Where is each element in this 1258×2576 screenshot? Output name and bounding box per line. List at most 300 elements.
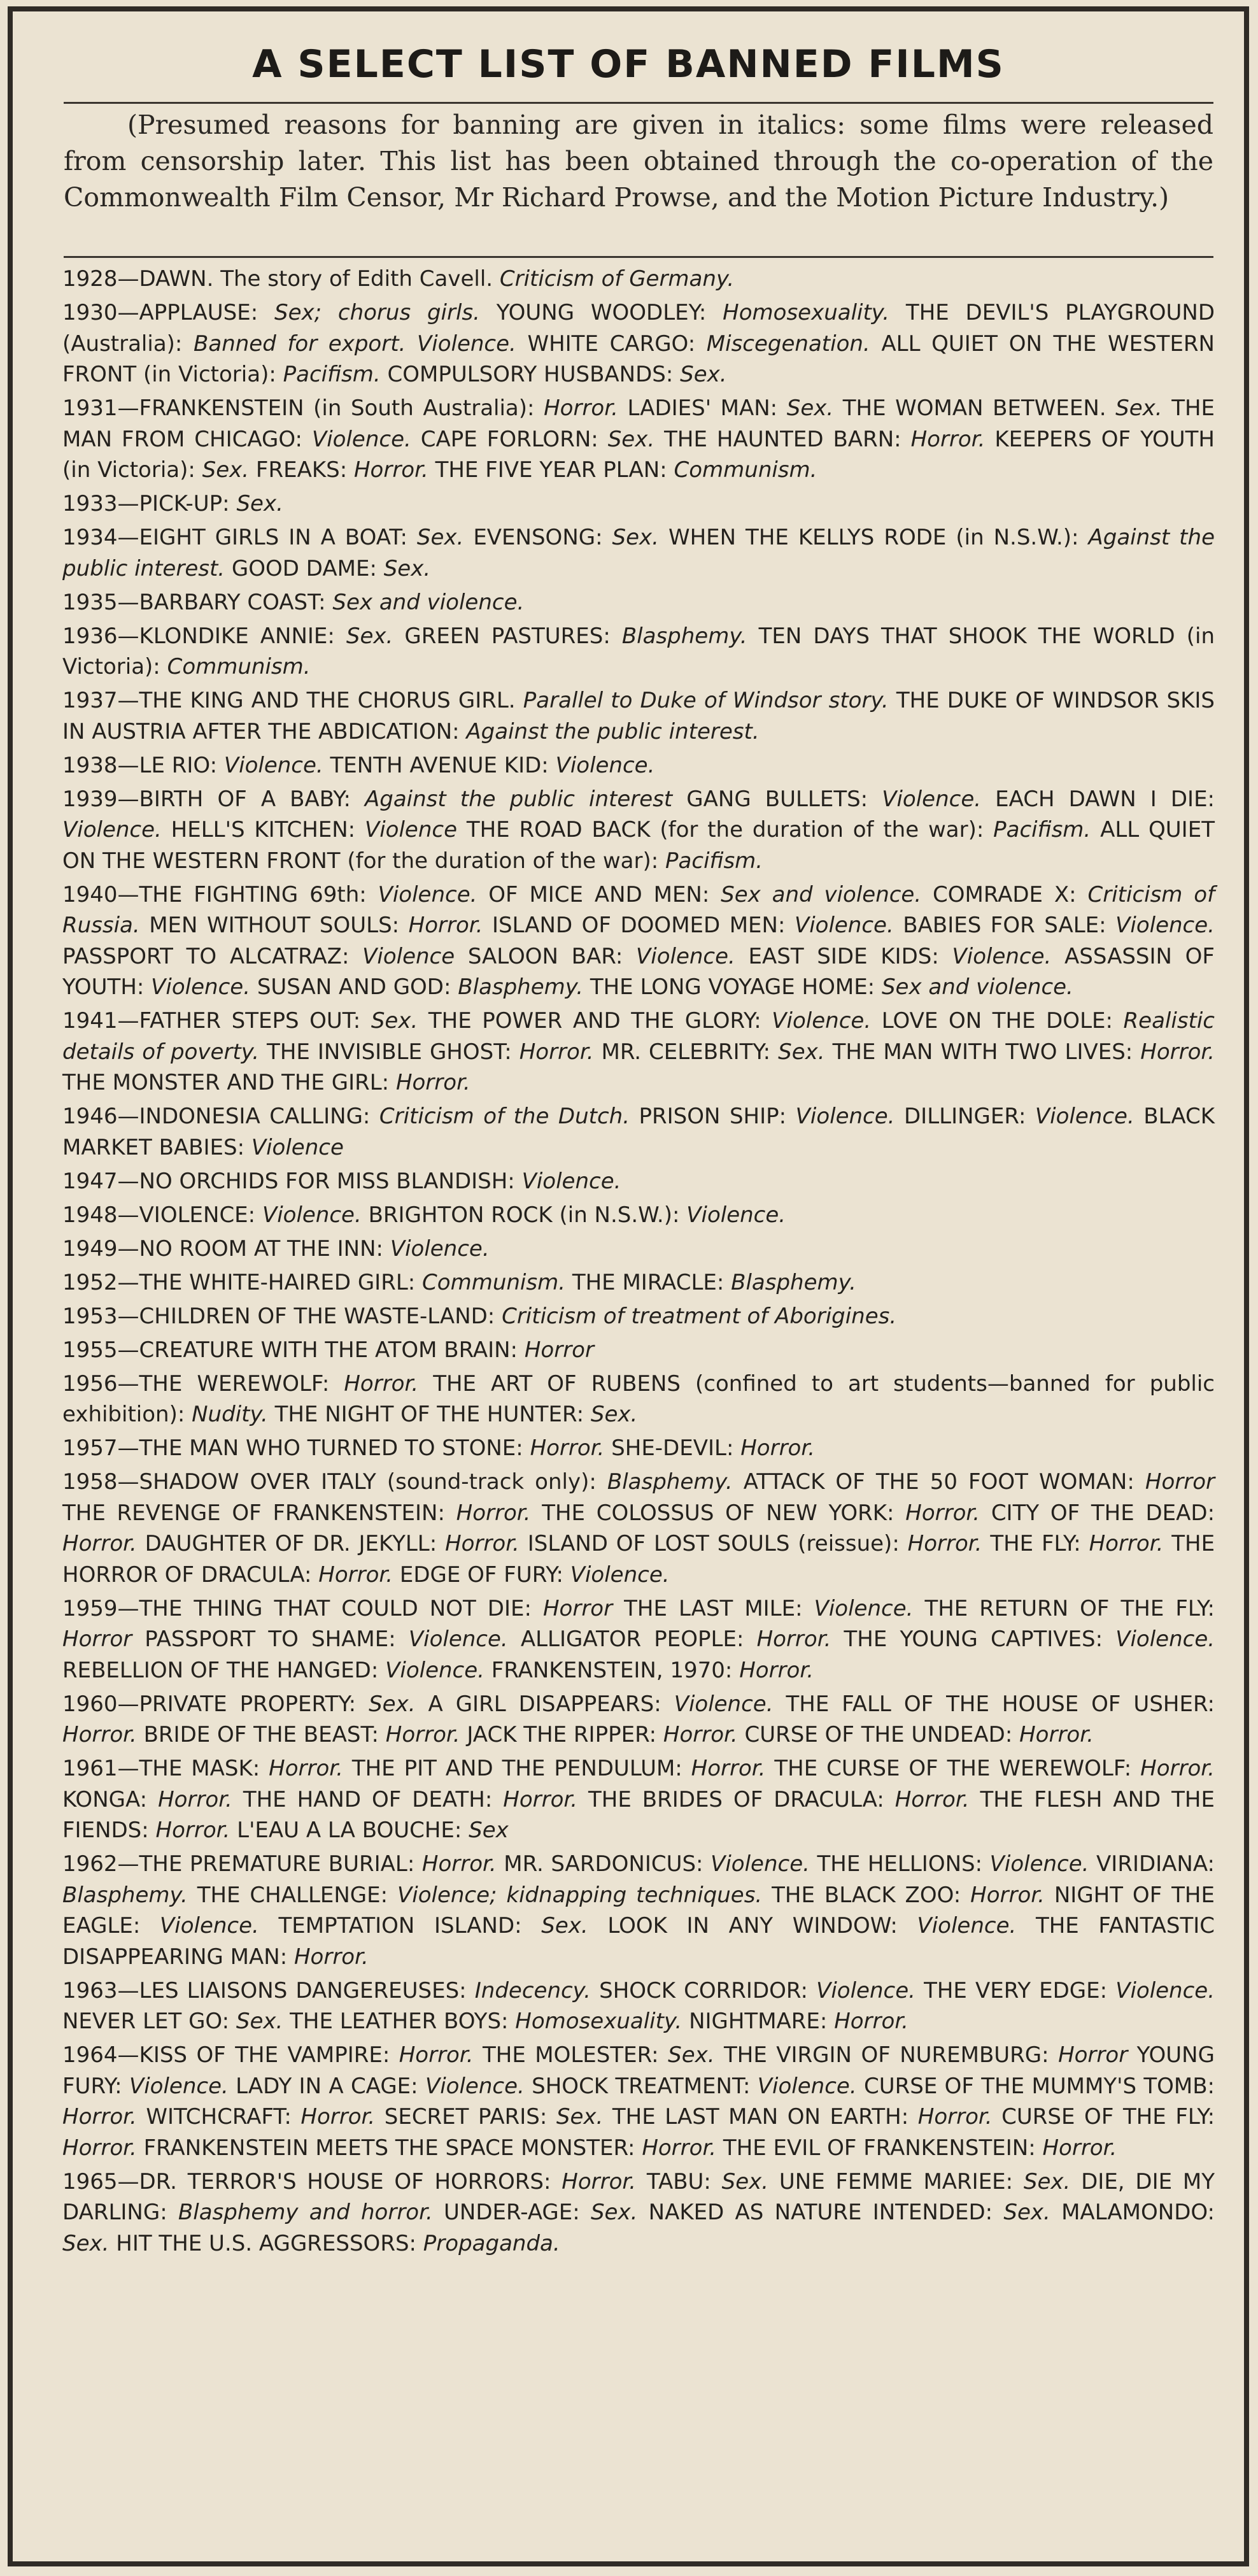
film-title: THE COLOSSUS OF NEW YORK: — [542, 1500, 894, 1526]
film-title: LADY IN A CAGE: — [236, 2073, 418, 2099]
ban-reason: Communism. — [674, 457, 817, 483]
year-entry: 1953—CHILDREN OF THE WASTE-LAND: Criticism of treatment of Aborigines. — [62, 1303, 897, 1329]
ban-reason: Horror — [62, 1626, 132, 1652]
ban-reason: Sex. — [668, 2042, 715, 2068]
year-entry: 1956—THE WEREWOLF: Horror. THE ART OF RUBENS (confined to art students—banned for public exhibition): Nudity. THE NIGHT OF THE HUNTER: Sex. — [62, 1370, 1215, 1427]
ban-reason: Horror. — [1140, 1039, 1215, 1065]
film-title: THE ART OF RUBENS (confined to art students—banned for public exhibition): — [62, 1370, 1215, 1427]
ban-reason: Horror. — [905, 1500, 980, 1526]
year-entry: 1936—KLONDIKE ANNIE: Sex. GREEN PASTURES: Blasphemy. TEN DAYS THAT SHOOK THE WORLD (in Victoria): Communism. — [62, 623, 1215, 680]
entry-year: 1936 — [62, 623, 118, 649]
film-title: ALLIGATOR PEOPLE: — [520, 1626, 744, 1652]
ban-reason: Violence. — [262, 1202, 362, 1228]
ban-reason: Violence. — [223, 752, 323, 778]
ban-reason: Pacifism. — [283, 362, 381, 387]
film-title: COMRADE X: — [933, 881, 1077, 907]
film-title: THE HELLIONS: — [817, 1851, 983, 1877]
year-entry: 1962—THE PREMATURE BURIAL: Horror. MR. SARDONICUS: Violence. THE HELLIONS: Violence. VIRIDIANA: Blasphemy. THE CHALLENGE: Violence; kidnapping techniques. THE BLACK ZOO: Horror. NIGHT OF THE EAGLE: Violence. TEMPTATION ISLAND: Sex. LOOK IN ANY WINDOW: Violence. THE FANTASTIC DISAPPEARING MAN: Horror. — [62, 1851, 1215, 1970]
intro-divider — [64, 256, 1213, 258]
film-title: COMPULSORY HUSBANDS: — [387, 362, 674, 387]
year-entry: 1930—APPLAUSE: Sex; chorus girls. YOUNG WOODLEY: Homosexuality. THE DEVIL'S PLAYGROUND (Australia): Banned for export. Violence. WHITE CARGO: Miscegenation. ALL QUIET ON THE WESTERN FRONT (in Victoria): Pacifism. COMPULSORY HUSBANDS: Sex. — [62, 300, 1215, 387]
film-title: CHILDREN OF THE WASTE-LAND: — [139, 1303, 495, 1329]
film-title: ISLAND OF LOST SOULS (reissue): — [527, 1531, 900, 1556]
film-title: SECRET PARIS: — [384, 2104, 548, 2130]
ban-reason: Horror. — [158, 1786, 232, 1812]
year-entry: 1963—LES LIAISONS DANGEREUSES: Indecency. SHOCK CORRIDOR: Violence. THE VERY EDGE: Violence. NEVER LET GO: Sex. THE LEATHER BOYS: Homosexuality. NIGHTMARE: Horror. — [62, 1977, 1215, 2034]
ban-reason: Nudity. — [192, 1402, 268, 1427]
ban-reason: Blasphemy. — [731, 1269, 856, 1295]
film-title: FREAKS: — [255, 457, 348, 483]
film-title: ALL QUIET ON THE WESTERN FRONT (for the duration of the war): — [62, 817, 1215, 874]
film-title: SHOCK CORRIDOR: — [599, 1977, 808, 2003]
entry-year: 1934 — [62, 525, 118, 550]
ban-reason: Horror. — [544, 395, 618, 421]
ban-reason: Horror. — [907, 1531, 982, 1556]
ban-reason: Horror. — [344, 1370, 419, 1397]
film-title: INDONESIA CALLING: — [139, 1104, 371, 1129]
film-title: THE LAST MAN ON EARTH: — [612, 2104, 909, 2130]
ban-reason: Horror. — [293, 1944, 369, 1970]
ban-reason: Violence — [251, 1134, 344, 1160]
film-title: THE HORROR OF DRACULA: — [62, 1531, 1215, 1588]
film-title: JACK THE RIPPER: — [467, 1722, 657, 1747]
film-title: CURSE OF THE MUMMY'S TOMB: — [863, 2073, 1215, 2099]
film-title: THE INVISIBLE GHOST: — [267, 1039, 512, 1065]
ban-reason: Violence. — [917, 1913, 1017, 1939]
ban-reason: Horror. — [1019, 1722, 1094, 1747]
film-title: ATTACK OF THE 50 FOOT WOMAN: — [743, 1469, 1134, 1495]
year-entry: 1949—NO ROOM AT THE INN: Violence. — [62, 1235, 490, 1262]
film-title: LOVE ON THE DOLE: — [881, 1008, 1113, 1034]
film-title: GOOD DAME: — [231, 555, 377, 581]
ban-reason: Sex. — [416, 525, 464, 550]
ban-reason: Violence. — [1115, 913, 1215, 938]
ban-reason: Violence. — [816, 1977, 915, 2003]
ban-reason: Sex; chorus girls. — [274, 300, 480, 325]
ban-reason: Sex. — [556, 2104, 604, 2130]
film-title: HIT THE U.S. AGGRESSORS: — [116, 2230, 416, 2256]
ban-reason: Horror. — [503, 1786, 578, 1812]
year-entry: 1959—THE THING THAT COULD NOT DIE: Horror THE LAST MILE: Violence. THE RETURN OF THE FLY: Horror PASSPORT TO SHAME: Violence. ALLIGATOR PEOPLE: Horror. THE YOUNG CAPTIVES: Violence. REBELLION OF THE HANGED: Violence. FRANKENSTEIN, 1970: Horror. — [62, 1595, 1215, 1683]
ban-reason: Propaganda. — [423, 2230, 560, 2256]
ban-reason: Sex — [469, 1818, 509, 1843]
film-title: THE FIGHTING 69th: — [139, 881, 367, 907]
ban-reason: Horror. — [519, 1039, 594, 1065]
film-title: THE BLACK ZOO: — [772, 1882, 961, 1908]
film-title: CURSE OF THE FLY: — [1001, 2104, 1215, 2130]
film-title: CITY OF THE DEAD: — [991, 1500, 1215, 1526]
film-title: BARBARY COAST: — [139, 589, 326, 615]
ban-reason: Horror. — [445, 1531, 519, 1556]
film-title: THE VERY EDGE: — [924, 1977, 1108, 2003]
film-title: PASSPORT TO SHAME: — [145, 1626, 396, 1652]
ban-reason: Criticism of the Dutch. — [379, 1104, 630, 1129]
film-title: THE FALL OF THE HOUSE OF USHER: — [786, 1691, 1215, 1717]
film-title: CAPE FORLORN: — [420, 426, 598, 452]
film-title: LES LIAISONS DANGEREUSES: — [139, 1977, 467, 2003]
ban-reason: Pacifism. — [993, 817, 1091, 843]
ban-reason: Sex. — [62, 2230, 110, 2256]
ban-reason: Horror. — [1089, 1531, 1164, 1556]
ban-reason: Violence. — [757, 2073, 857, 2099]
film-title: HELL'S KITCHEN: — [171, 817, 356, 843]
film-title: EDGE OF FURY: — [399, 1562, 563, 1588]
ban-reason: Violence. — [129, 2073, 229, 2099]
film-title: APPLAUSE: — [139, 300, 258, 325]
ban-reason: Violence. — [385, 1657, 484, 1683]
film-title: THE FANTASTIC DISAPPEARING MAN: — [62, 1913, 1215, 1970]
ban-reason: Horror. — [910, 426, 986, 452]
film-title: THE HAND OF DEATH: — [243, 1786, 493, 1812]
ban-reason: Horror. — [395, 1070, 470, 1095]
ban-reason: Sex. — [680, 362, 727, 387]
film-title: REBELLION OF THE HANGED: — [62, 1657, 379, 1683]
ban-reason: Violence. — [160, 1913, 259, 1939]
film-title: THE LEATHER BOYS: — [290, 2009, 509, 2034]
film-title: SHADOW OVER ITALY (sound-track only): — [139, 1469, 597, 1495]
year-entry: 1965—DR. TERROR'S HOUSE OF HORRORS: Horror. TABU: Sex. UNE FEMME MARIEE: Sex. DIE, DIE MY DARLING: Blasphemy and horror. UNDER-AGE: Sex. NAKED AS NATURE INTENDED: Sex. MALAMONDO: Sex. HIT THE U.S. AGGRESSORS: Propaganda. — [62, 2168, 1215, 2256]
film-title: CREATURE WITH THE ATOM BRAIN: — [139, 1337, 518, 1363]
ban-reason: Horror. — [894, 1786, 970, 1812]
ban-reason: Horror. — [691, 1756, 766, 1781]
ban-reason: Horror. — [456, 1500, 531, 1526]
film-title: THE MAN WITH TWO LIVES: — [832, 1039, 1133, 1065]
year-entry: 1948—VIOLENCE: Violence. BRIGHTON ROCK (in N.S.W.): Violence. — [62, 1202, 786, 1228]
film-title: THE WHITE-HAIRED GIRL: — [139, 1269, 416, 1295]
entry-year: 1959 — [62, 1595, 118, 1621]
film-title: THE EVIL OF FRANKENSTEIN: — [723, 2135, 1036, 2161]
film-title: THE BRIDES OF DRACULA: — [588, 1786, 884, 1812]
film-title: NO ORCHIDS FOR MISS BLANDISH: — [139, 1168, 515, 1194]
ban-reason: Horror. — [756, 1626, 831, 1652]
ban-reason: Violence. — [1115, 1626, 1215, 1652]
ban-reason: Sex. — [236, 2009, 283, 2034]
ban-reason: Miscegenation. — [706, 331, 870, 357]
ban-reason: Horror. — [408, 913, 483, 938]
intro-paragraph: (Presumed reasons for banning are given in italics: some films were released from censorship later. This list has been obtained through the co-operation of the Commonwealth Film Censor, Mr Richard Prowse, and the Motion Picture Industry.) — [64, 110, 1213, 213]
ban-reason: Horror. — [642, 2135, 717, 2161]
film-title: THE CHALLENGE: — [197, 1882, 388, 1908]
ban-reason: Against the public interest — [365, 786, 673, 812]
film-title: THE FLESH AND THE FIENDS: — [62, 1786, 1215, 1843]
ban-reason: Communism. — [422, 1269, 566, 1295]
year-entry: 1935—BARBARY COAST: Sex and violence. — [62, 589, 525, 615]
ban-reason: Homosexuality. — [723, 300, 890, 325]
film-title: YOUNG FURY: — [62, 2042, 1215, 2099]
film-title: MR. SARDONICUS: — [504, 1851, 703, 1877]
film-title: A GIRL DISAPPEARS: — [428, 1691, 661, 1717]
film-title: OF MICE AND MEN: — [488, 881, 710, 907]
film-title: GANG BULLETS: — [686, 786, 868, 812]
film-title: THE PREMATURE BURIAL: — [139, 1851, 415, 1877]
film-title: THE THING THAT COULD NOT DIE: — [139, 1595, 532, 1621]
entry-year: 1941 — [62, 1008, 118, 1034]
entry-year: 1939 — [62, 786, 118, 812]
entry-year: 1958 — [62, 1469, 118, 1495]
entry-year: 1940 — [62, 881, 118, 907]
film-title: NO ROOM AT THE INN: — [139, 1235, 383, 1262]
ban-reason: Blasphemy. — [458, 974, 584, 1000]
ban-reason: Sex. — [383, 555, 431, 581]
ban-reason: Violence. — [1035, 1104, 1134, 1129]
film-title: MR. CELEBRITY: — [601, 1039, 771, 1065]
ban-reason: Sex. — [1115, 395, 1163, 421]
banned-films-list — [62, 264, 1215, 2262]
film-title: KEEPERS OF YOUTH (in Victoria): — [62, 426, 1215, 483]
ban-reason: Sex. — [590, 2200, 638, 2225]
entry-year: 1933 — [62, 491, 118, 516]
ban-reason: Violence. — [311, 426, 411, 452]
ban-reason: Horror. — [385, 1722, 460, 1747]
ban-reason: Sex. — [541, 1913, 588, 1939]
entry-year: 1961 — [62, 1756, 118, 1781]
film-title: THE KING AND THE CHORUS GIRL. — [139, 688, 516, 713]
entry-year: 1956 — [62, 1370, 118, 1397]
year-entry: 1955—CREATURE WITH THE ATOM BRAIN: Horror — [62, 1337, 594, 1363]
ban-reason: Horror — [524, 1337, 594, 1363]
article-frame — [8, 6, 1249, 2566]
film-title: SHOCK TREATMENT: — [532, 2073, 751, 2099]
film-title: PRIVATE PROPERTY: — [139, 1691, 357, 1717]
ban-reason: Horror. — [1042, 2135, 1117, 2161]
year-entry: 1957—THE MAN WHO TURNED TO STONE: Horror. SHE-DEVIL: Horror. — [62, 1435, 816, 1461]
ban-reason: Horror — [1145, 1469, 1215, 1495]
film-title: THE MOLESTER: — [482, 2042, 659, 2068]
ban-reason: Sex. — [607, 426, 655, 452]
ban-reason: Violence. — [555, 752, 655, 778]
article-title: A SELECT LIST OF BANNED FILMS — [252, 42, 1005, 87]
film-title: THE YOUNG CAPTIVES: — [844, 1626, 1103, 1652]
entry-year: 1930 — [62, 300, 118, 325]
ban-reason: Horror. — [1140, 1756, 1215, 1781]
ban-reason: Sex. — [786, 395, 834, 421]
ban-reason: Horror. — [530, 1435, 605, 1461]
ban-reason: Blasphemy. — [62, 1882, 188, 1908]
film-title: THE POWER AND THE GLORY: — [428, 1008, 761, 1034]
ban-reason: Violence. — [795, 1104, 895, 1129]
year-entry: 1937—THE KING AND THE CHORUS GIRL. Parallel to Duke of Windsor story. THE DUKE OF WINDSOR SKIS IN AUSTRIA AFTER THE ABDICATION: Against the public interest. — [62, 688, 1215, 744]
film-note: The story of Edith Cavell. — [220, 266, 493, 292]
ban-reason: Horror. — [834, 2009, 908, 2034]
entry-year: 1947 — [62, 1168, 118, 1194]
film-title: PRISON SHIP: — [639, 1104, 787, 1129]
film-title: GREEN PASTURES: — [404, 623, 611, 649]
film-title: CURSE OF THE UNDEAD: — [744, 1722, 1013, 1747]
ban-reason: Violence. — [408, 1626, 508, 1652]
ban-reason: Violence — [362, 943, 455, 969]
ban-reason: Horror — [1058, 2042, 1128, 2068]
year-entry: 1947—NO ORCHIDS FOR MISS BLANDISH: Violence. — [62, 1168, 621, 1194]
film-title: NIGHTMARE: — [689, 2009, 828, 2034]
film-title: LADIES' MAN: — [627, 395, 778, 421]
film-title: THE HAUNTED BARN: — [664, 426, 901, 452]
entry-year: 1931 — [62, 395, 118, 421]
entry-year: 1928 — [62, 266, 118, 292]
ban-reason: Horror. — [300, 2104, 376, 2130]
film-title: BABIES FOR SALE: — [903, 913, 1106, 938]
film-title: L'EAU A LA BOUCHE: — [237, 1818, 462, 1843]
film-title: MEN WITHOUT SOULS: — [149, 913, 400, 938]
entry-year: 1952 — [62, 1269, 118, 1295]
film-title: EACH DAWN I DIE: — [995, 786, 1215, 812]
film-title: BIRTH OF A BABY: — [139, 786, 351, 812]
film-title: FRANKENSTEIN, 1970: — [491, 1657, 733, 1683]
film-title: ASSASSIN OF YOUTH: — [62, 943, 1215, 1000]
film-title: TEN DAYS THAT SHOOK THE WORLD (in Victoria): — [62, 623, 1215, 680]
film-title: THE LONG VOYAGE HOME: — [590, 974, 875, 1000]
ban-reason: Sex. — [202, 457, 250, 483]
film-title: TENTH AVENUE KID: — [330, 752, 549, 778]
ban-reason: Violence. — [1115, 1977, 1215, 2003]
ban-reason: Horror. — [739, 1657, 814, 1683]
ban-reason: Against the public interest. — [466, 718, 760, 744]
ban-reason: Violence. — [151, 974, 251, 1000]
film-title: NAKED AS NATURE INTENDED: — [648, 2200, 993, 2225]
ban-reason: Blasphemy and horror. — [178, 2200, 433, 2225]
film-title: LOOK IN ANY WINDOW: — [607, 1913, 898, 1939]
film-title: THE REVENGE OF FRANKENSTEIN: — [62, 1500, 445, 1526]
film-title: BRIGHTON ROCK (in N.S.W.): — [368, 1202, 680, 1228]
film-title: BLACK MARKET BABIES: — [62, 1104, 1215, 1160]
film-title: KLONDIKE ANNIE: — [139, 623, 335, 649]
film-title: DIE, DIE MY DARLING: — [62, 2168, 1215, 2225]
film-title: THE MAN WHO TURNED TO STONE: — [139, 1435, 523, 1461]
film-title: UNE FEMME MARIEE: — [779, 2168, 1014, 2195]
film-title: THE DEVIL'S PLAYGROUND (Australia): — [62, 300, 1215, 357]
year-entry: 1934—EIGHT GIRLS IN A BOAT: Sex. EVENSONG: Sex. WHEN THE KELLYS RODE (in N.S.W.): Against the public interest. GOOD DAME: Sex. — [62, 525, 1215, 581]
entry-year: 1964 — [62, 2042, 118, 2068]
entry-year: 1963 — [62, 1977, 118, 2003]
ban-reason: Pacifism. — [665, 848, 763, 874]
entry-year: 1965 — [62, 2168, 118, 2195]
ban-reason: Violence. — [425, 2073, 525, 2099]
film-title: ISLAND OF DOOMED MEN: — [491, 913, 786, 938]
ban-reason: Sex. — [590, 1402, 638, 1427]
film-title: THE FIVE YEAR PLAN: — [435, 457, 667, 483]
film-title: THE WOMAN BETWEEN. — [842, 395, 1106, 421]
entry-year: 1948 — [62, 1202, 118, 1228]
film-title: TABU: — [646, 2168, 711, 2195]
ban-reason: Banned for export. Violence. — [194, 331, 516, 357]
ban-reason: Blasphemy. — [607, 1469, 733, 1495]
film-title: THE CURSE OF THE WEREWOLF: — [774, 1756, 1132, 1781]
film-title: WHEN THE KELLYS RODE (in N.S.W.): — [668, 525, 1079, 550]
entry-year: 1962 — [62, 1851, 118, 1877]
ban-reason: Horror. — [269, 1756, 343, 1781]
ban-reason: Communism. — [167, 654, 311, 680]
ban-reason: Violence. — [686, 1202, 786, 1228]
year-entry: 1941—FATHER STEPS OUT: Sex. THE POWER AND THE GLORY: Violence. LOVE ON THE DOLE: Realistic details of poverty. THE INVISIBLE GHOST: Horror. MR. CELEBRITY: Sex. THE MAN WITH TWO LIVES: Horror. THE MONSTER AND THE GIRL: Horror. — [62, 1008, 1215, 1095]
year-entry: 1961—THE MASK: Horror. THE PIT AND THE PENDULUM: Horror. THE CURSE OF THE WEREWOLF: Horror. KONGA: Horror. THE HAND OF DEATH: Horror. THE BRIDES OF DRACULA: Horror. THE FLESH AND THE FIENDS: Horror. L'EAU A LA BOUCHE: Sex — [62, 1756, 1215, 1843]
film-title: KISS OF THE VAMPIRE: — [139, 2042, 390, 2068]
year-entry: 1940—THE FIGHTING 69th: Violence. OF MICE AND MEN: Sex and violence. COMRADE X: Criticism of Russia. MEN WITHOUT SOULS: Horror. ISLAND OF DOOMED MEN: Violence. BABIES FOR SALE: Violence. PASSPORT TO ALCATRAZ: Violence SALOON BAR: Violence. EAST SIDE KIDS: Violence. ASSASSIN OF YOUTH: Violence. SUSAN AND GOD: Blasphemy. THE LONG VOYAGE HOME: Sex and violence. — [62, 881, 1215, 1000]
ban-reason: Sex. — [1003, 2200, 1050, 2225]
film-title: DR. TERROR'S HOUSE OF HORRORS: — [139, 2168, 551, 2195]
ban-reason: Horror — [542, 1595, 613, 1621]
ban-reason: Criticism of treatment of Aborigines. — [502, 1303, 897, 1329]
ban-reason: Violence — [364, 817, 457, 843]
ban-reason: Horror. — [970, 1882, 1045, 1908]
ban-reason: Horror. — [917, 2104, 993, 2130]
ban-reason: Sex. — [371, 1008, 418, 1034]
film-title: MALAMONDO: — [1061, 2200, 1215, 2225]
film-title: THE MASK: — [139, 1756, 260, 1781]
entry-year: 1955 — [62, 1337, 118, 1363]
year-entry: 1938—LE RIO: Violence. TENTH AVENUE KID: Violence. — [62, 752, 655, 778]
film-title: THE MIRACLE: — [572, 1269, 724, 1295]
year-entry: 1939—BIRTH OF A BABY: Against the public interest GANG BULLETS: Violence. EACH DAWN I DIE: Violence. HELL'S KITCHEN: Violence THE ROAD BACK (for the duration of the war): Pacifism. ALL QUIET ON THE WESTERN FRONT (for the duration of the war): Pacifism. — [62, 786, 1215, 874]
film-title: FRANKENSTEIN MEETS THE SPACE MONSTER: — [143, 2135, 635, 2161]
year-entry: 1960—PRIVATE PROPERTY: Sex. A GIRL DISAPPEARS: Violence. THE FALL OF THE HOUSE OF USHER: Horror. BRIDE OF THE BEAST: Horror. JACK THE RIPPER: Horror. CURSE OF THE UNDEAD: Horror. — [62, 1691, 1215, 1747]
year-entry: 1946—INDONESIA CALLING: Criticism of the Dutch. PRISON SHIP: Violence. DILLINGER: Violence. BLACK MARKET BABIES: Violence — [62, 1104, 1215, 1160]
year-entry: 1931—FRANKENSTEIN (in South Australia): Horror. LADIES' MAN: Sex. THE WOMAN BETWEEN. Sex. THE MAN FROM CHICAGO: Violence. CAPE FORLORN: Sex. THE HAUNTED BARN: Horror. KEEPERS OF YOUTH (in Victoria): Sex. FREAKS: Horror. THE FIVE YEAR PLAN: Communism. — [62, 395, 1215, 483]
film-title: EVENSONG: — [473, 525, 603, 550]
film-title: ALL QUIET ON THE WESTERN FRONT (in Victoria): — [62, 331, 1215, 387]
ban-reason: Blasphemy. — [621, 623, 747, 649]
ban-reason: Sex. — [1023, 2168, 1071, 2195]
ban-reason: Sex. — [236, 491, 283, 516]
film-title: THE VIRGIN OF NUREMBURG: — [724, 2042, 1049, 2068]
ban-reason: Horror. — [62, 1531, 137, 1556]
year-entry: 1928—DAWN. The story of Edith Cavell. Criticism of Germany. — [62, 266, 735, 292]
ban-reason: Horror. — [155, 1818, 230, 1843]
ban-reason: Horror. — [62, 2135, 137, 2161]
ban-reason: Sex and violence. — [332, 589, 525, 615]
ban-reason: Violence. — [635, 943, 735, 969]
film-title: NIGHT OF THE EAGLE: — [62, 1882, 1215, 1939]
ban-reason: Sex and violence. — [721, 881, 922, 907]
ban-reason: Violence. — [570, 1562, 670, 1588]
ban-reason: Violence. — [521, 1168, 621, 1194]
entry-year: 1938 — [62, 752, 118, 778]
ban-reason: Violence. — [952, 943, 1052, 969]
film-title: THE NIGHT OF THE HUNTER: — [274, 1402, 584, 1427]
film-title: EIGHT GIRLS IN A BOAT: — [139, 525, 407, 550]
ban-reason: Violence; kidnapping techniques. — [397, 1882, 763, 1908]
film-title: SALOON BAR: — [467, 943, 623, 969]
ban-reason: Criticism of Russia. — [62, 881, 1215, 938]
ban-reason: Against the public interest. — [62, 525, 1215, 581]
entry-year: 1960 — [62, 1691, 118, 1717]
film-title: SUSAN AND GOD: — [257, 974, 451, 1000]
year-entry: 1933—PICK-UP: Sex. — [62, 491, 283, 516]
ban-reason: Violence. — [814, 1595, 914, 1621]
ban-reason: Parallel to Duke of Windsor story. — [523, 688, 889, 713]
ban-reason: Horror. — [663, 1722, 738, 1747]
ban-reason: Sex. — [721, 2168, 769, 2195]
ban-reason: Realistic details of poverty. — [62, 1008, 1215, 1065]
film-title: YOUNG WOODLEY: — [496, 300, 707, 325]
ban-reason: Violence. — [794, 913, 894, 938]
film-title: THE DUKE OF WINDSOR SKIS IN AUSTRIA AFTER THE ABDICATION: — [62, 688, 1215, 744]
film-title: PICK-UP: — [139, 491, 230, 516]
ban-reason: Violence. — [710, 1851, 810, 1877]
film-title: DILLINGER: — [903, 1104, 1026, 1129]
film-title: LE RIO: — [139, 752, 218, 778]
entry-year: 1949 — [62, 1235, 118, 1262]
film-title: VIRIDIANA: — [1096, 1851, 1215, 1877]
ban-reason: Indecency. — [474, 1977, 591, 2003]
ban-reason: Criticism of Germany. — [499, 266, 735, 292]
film-title: FRANKENSTEIN (in South Australia): — [139, 395, 535, 421]
film-title: DAUGHTER OF DR. JEKYLL: — [145, 1531, 437, 1556]
ban-reason: Sex. — [346, 623, 393, 649]
ban-reason: Horror. — [740, 1435, 816, 1461]
ban-reason: Horror. — [353, 457, 428, 483]
ban-reason: Violence. — [772, 1008, 872, 1034]
film-title: THE MONSTER AND THE GIRL: — [62, 1070, 390, 1095]
film-title: WITCHCRAFT: — [146, 2104, 292, 2130]
